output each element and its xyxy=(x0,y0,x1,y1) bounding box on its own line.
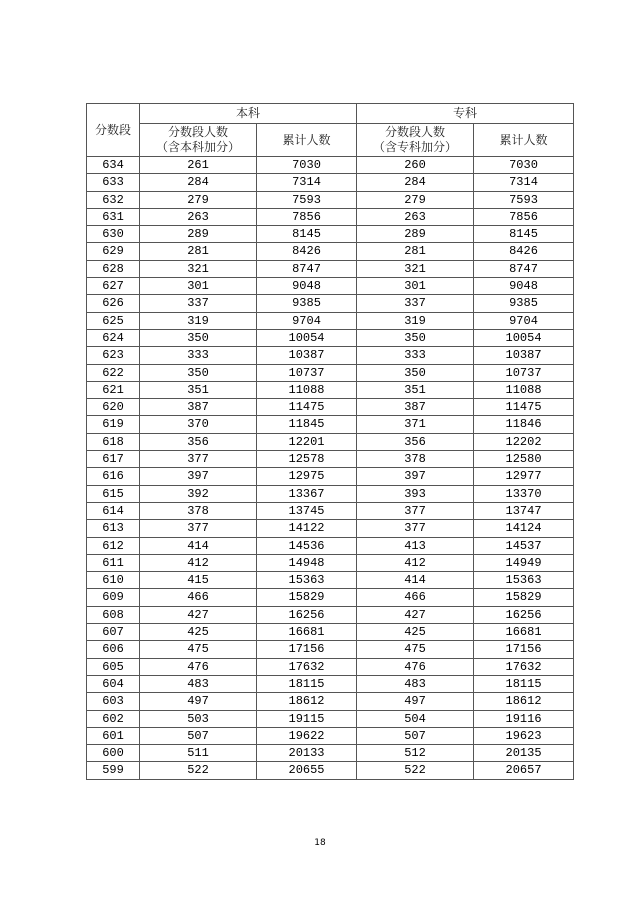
cell-zhuanke-count: 425 xyxy=(357,624,474,641)
cell-zhuanke-cumulative: 12580 xyxy=(474,451,574,468)
cell-zhuanke-count: 427 xyxy=(357,606,474,623)
cell-zhuanke-count: 414 xyxy=(357,572,474,589)
table-row xyxy=(87,485,574,502)
cell-zhuanke-count: 413 xyxy=(357,537,474,554)
cell-score: 610 xyxy=(87,572,140,589)
cell-zhuanke-count: 397 xyxy=(357,468,474,485)
cell-benke-count: 337 xyxy=(140,295,257,312)
cell-zhuanke-cumulative: 13747 xyxy=(474,502,574,519)
cell-score: 624 xyxy=(87,329,140,346)
cell-benke-count: 522 xyxy=(140,762,257,779)
cell-benke-count: 350 xyxy=(140,329,257,346)
header-zhuanke-cumulative: 累计人数 xyxy=(474,124,574,157)
cell-benke-cumulative: 15829 xyxy=(257,589,357,606)
cell-zhuanke-count: 497 xyxy=(357,693,474,710)
cell-score: 599 xyxy=(87,762,140,779)
cell-zhuanke-count: 260 xyxy=(357,157,474,174)
cell-score: 605 xyxy=(87,658,140,675)
cell-score: 603 xyxy=(87,693,140,710)
cell-zhuanke-cumulative: 8145 xyxy=(474,226,574,243)
cell-zhuanke-cumulative: 16681 xyxy=(474,624,574,641)
cell-zhuanke-cumulative: 7856 xyxy=(474,208,574,225)
cell-benke-cumulative: 10054 xyxy=(257,329,357,346)
cell-benke-count: 377 xyxy=(140,451,257,468)
header-row-sub xyxy=(87,124,574,157)
cell-zhuanke-count: 507 xyxy=(357,727,474,744)
cell-score: 628 xyxy=(87,260,140,277)
cell-benke-count: 279 xyxy=(140,191,257,208)
cell-zhuanke-cumulative: 14949 xyxy=(474,554,574,571)
cell-score: 619 xyxy=(87,416,140,433)
cell-zhuanke-count: 483 xyxy=(357,675,474,692)
cell-benke-count: 263 xyxy=(140,208,257,225)
table-row xyxy=(87,278,574,295)
cell-zhuanke-count: 475 xyxy=(357,641,474,658)
cell-benke-cumulative: 10387 xyxy=(257,347,357,364)
cell-benke-count: 511 xyxy=(140,745,257,762)
table-row xyxy=(87,641,574,658)
table-row xyxy=(87,226,574,243)
table-row xyxy=(87,658,574,675)
cell-zhuanke-count: 393 xyxy=(357,485,474,502)
cell-zhuanke-count: 466 xyxy=(357,589,474,606)
cell-benke-count: 333 xyxy=(140,347,257,364)
table-row xyxy=(87,191,574,208)
cell-benke-count: 284 xyxy=(140,174,257,191)
cell-zhuanke-cumulative: 11088 xyxy=(474,381,574,398)
cell-zhuanke-cumulative: 8747 xyxy=(474,260,574,277)
cell-score: 614 xyxy=(87,502,140,519)
cell-zhuanke-count: 301 xyxy=(357,278,474,295)
cell-benke-cumulative: 8426 xyxy=(257,243,357,260)
table-row xyxy=(87,675,574,692)
cell-benke-count: 356 xyxy=(140,433,257,450)
cell-benke-count: 377 xyxy=(140,520,257,537)
table-row xyxy=(87,606,574,623)
cell-zhuanke-count: 321 xyxy=(357,260,474,277)
cell-benke-count: 507 xyxy=(140,727,257,744)
table-row xyxy=(87,157,574,174)
cell-zhuanke-cumulative: 9048 xyxy=(474,278,574,295)
table-row xyxy=(87,451,574,468)
cell-score: 620 xyxy=(87,399,140,416)
cell-score: 608 xyxy=(87,606,140,623)
cell-zhuanke-cumulative: 7593 xyxy=(474,191,574,208)
cell-score: 604 xyxy=(87,675,140,692)
cell-score: 623 xyxy=(87,347,140,364)
table-row xyxy=(87,572,574,589)
table-row xyxy=(87,502,574,519)
table-row xyxy=(87,520,574,537)
cell-benke-count: 415 xyxy=(140,572,257,589)
cell-zhuanke-cumulative: 10054 xyxy=(474,329,574,346)
cell-benke-count: 319 xyxy=(140,312,257,329)
cell-benke-count: 392 xyxy=(140,485,257,502)
cell-benke-cumulative: 11088 xyxy=(257,381,357,398)
cell-benke-cumulative: 17632 xyxy=(257,658,357,675)
table-row xyxy=(87,589,574,606)
cell-zhuanke-cumulative: 8426 xyxy=(474,243,574,260)
cell-score: 606 xyxy=(87,641,140,658)
cell-benke-cumulative: 9385 xyxy=(257,295,357,312)
cell-benke-count: 476 xyxy=(140,658,257,675)
table-row xyxy=(87,329,574,346)
cell-score: 602 xyxy=(87,710,140,727)
cell-score: 626 xyxy=(87,295,140,312)
cell-benke-count: 397 xyxy=(140,468,257,485)
header-benke-count xyxy=(140,124,257,157)
cell-zhuanke-count: 377 xyxy=(357,520,474,537)
cell-zhuanke-count: 476 xyxy=(357,658,474,675)
cell-benke-cumulative: 11845 xyxy=(257,416,357,433)
cell-benke-cumulative: 17156 xyxy=(257,641,357,658)
table-row xyxy=(87,710,574,727)
cell-benke-cumulative: 12975 xyxy=(257,468,357,485)
cell-score: 617 xyxy=(87,451,140,468)
table-row xyxy=(87,762,574,779)
page-number: 18 xyxy=(314,838,326,848)
cell-benke-cumulative: 7593 xyxy=(257,191,357,208)
table-row xyxy=(87,433,574,450)
cell-zhuanke-count: 319 xyxy=(357,312,474,329)
cell-score: 634 xyxy=(87,157,140,174)
cell-benke-cumulative: 10737 xyxy=(257,364,357,381)
cell-zhuanke-cumulative: 18115 xyxy=(474,675,574,692)
header-row-top xyxy=(87,104,574,124)
table-row xyxy=(87,416,574,433)
cell-benke-cumulative: 18612 xyxy=(257,693,357,710)
cell-score: 622 xyxy=(87,364,140,381)
cell-zhuanke-count: 351 xyxy=(357,381,474,398)
cell-zhuanke-cumulative: 14124 xyxy=(474,520,574,537)
cell-zhuanke-count: 337 xyxy=(357,295,474,312)
cell-zhuanke-cumulative: 17632 xyxy=(474,658,574,675)
cell-zhuanke-cumulative: 19116 xyxy=(474,710,574,727)
header-zhuanke-count xyxy=(357,124,474,157)
cell-zhuanke-cumulative: 7030 xyxy=(474,157,574,174)
cell-zhuanke-count: 356 xyxy=(357,433,474,450)
cell-zhuanke-cumulative: 10737 xyxy=(474,364,574,381)
table-row xyxy=(87,260,574,277)
cell-benke-count: 370 xyxy=(140,416,257,433)
cell-zhuanke-count: 333 xyxy=(357,347,474,364)
cell-benke-cumulative: 12578 xyxy=(257,451,357,468)
cell-benke-cumulative: 13745 xyxy=(257,502,357,519)
cell-zhuanke-cumulative: 13370 xyxy=(474,485,574,502)
cell-benke-cumulative: 20655 xyxy=(257,762,357,779)
table-row xyxy=(87,554,574,571)
cell-score: 600 xyxy=(87,745,140,762)
cell-benke-cumulative: 14948 xyxy=(257,554,357,571)
table-row xyxy=(87,295,574,312)
cell-benke-count: 427 xyxy=(140,606,257,623)
table-row xyxy=(87,208,574,225)
cell-score: 611 xyxy=(87,554,140,571)
cell-score: 609 xyxy=(87,589,140,606)
cell-score: 625 xyxy=(87,312,140,329)
table-body xyxy=(87,157,574,780)
cell-benke-cumulative: 16681 xyxy=(257,624,357,641)
table-row xyxy=(87,364,574,381)
header-score-band: 分数段 xyxy=(87,104,140,157)
cell-zhuanke-count: 279 xyxy=(357,191,474,208)
table-row xyxy=(87,745,574,762)
cell-zhuanke-cumulative: 18612 xyxy=(474,693,574,710)
cell-benke-cumulative: 8145 xyxy=(257,226,357,243)
cell-benke-cumulative: 11475 xyxy=(257,399,357,416)
cell-benke-cumulative: 14536 xyxy=(257,537,357,554)
cell-zhuanke-cumulative: 14537 xyxy=(474,537,574,554)
cell-benke-cumulative: 18115 xyxy=(257,675,357,692)
cell-benke-count: 351 xyxy=(140,381,257,398)
table-row xyxy=(87,347,574,364)
cell-zhuanke-cumulative: 15829 xyxy=(474,589,574,606)
table-row xyxy=(87,174,574,191)
cell-zhuanke-cumulative: 9385 xyxy=(474,295,574,312)
cell-benke-cumulative: 13367 xyxy=(257,485,357,502)
cell-zhuanke-count: 378 xyxy=(357,451,474,468)
table-row xyxy=(87,693,574,710)
table-row xyxy=(87,727,574,744)
cell-score: 629 xyxy=(87,243,140,260)
cell-benke-count: 503 xyxy=(140,710,257,727)
cell-zhuanke-count: 350 xyxy=(357,364,474,381)
cell-zhuanke-count: 263 xyxy=(357,208,474,225)
cell-benke-count: 414 xyxy=(140,537,257,554)
cell-benke-cumulative: 7856 xyxy=(257,208,357,225)
cell-benke-count: 483 xyxy=(140,675,257,692)
cell-benke-count: 301 xyxy=(140,278,257,295)
header-zhuanke-count-line1: 分数段人数 xyxy=(385,125,446,139)
table-row xyxy=(87,312,574,329)
cell-score: 618 xyxy=(87,433,140,450)
cell-zhuanke-cumulative: 12202 xyxy=(474,433,574,450)
cell-benke-count: 261 xyxy=(140,157,257,174)
header-benke-cumulative: 累计人数 xyxy=(257,124,357,157)
cell-zhuanke-cumulative: 16256 xyxy=(474,606,574,623)
cell-zhuanke-count: 412 xyxy=(357,554,474,571)
cell-benke-cumulative: 12201 xyxy=(257,433,357,450)
cell-score: 607 xyxy=(87,624,140,641)
cell-benke-count: 425 xyxy=(140,624,257,641)
cell-zhuanke-count: 281 xyxy=(357,243,474,260)
header-zhuanke-count-line2: （含专科加分） xyxy=(373,140,458,154)
header-benke-count-line1: 分数段人数 xyxy=(167,125,228,139)
cell-benke-count: 466 xyxy=(140,589,257,606)
cell-zhuanke-cumulative: 7314 xyxy=(474,174,574,191)
cell-score: 630 xyxy=(87,226,140,243)
cell-zhuanke-cumulative: 15363 xyxy=(474,572,574,589)
cell-benke-count: 412 xyxy=(140,554,257,571)
table-row xyxy=(87,537,574,554)
cell-zhuanke-cumulative: 20657 xyxy=(474,762,574,779)
cell-zhuanke-cumulative: 12977 xyxy=(474,468,574,485)
cell-score: 601 xyxy=(87,727,140,744)
cell-benke-cumulative: 7314 xyxy=(257,174,357,191)
cell-score: 612 xyxy=(87,537,140,554)
cell-benke-cumulative: 20133 xyxy=(257,745,357,762)
cell-benke-count: 387 xyxy=(140,399,257,416)
cell-benke-count: 497 xyxy=(140,693,257,710)
cell-score: 633 xyxy=(87,174,140,191)
header-benke-count-line2: （含本科加分） xyxy=(155,140,240,154)
cell-zhuanke-count: 377 xyxy=(357,502,474,519)
table-row xyxy=(87,468,574,485)
cell-benke-cumulative: 19622 xyxy=(257,727,357,744)
cell-zhuanke-count: 371 xyxy=(357,416,474,433)
cell-benke-cumulative: 9704 xyxy=(257,312,357,329)
table-row xyxy=(87,399,574,416)
cell-score: 631 xyxy=(87,208,140,225)
cell-benke-count: 475 xyxy=(140,641,257,658)
table-row xyxy=(87,381,574,398)
cell-zhuanke-count: 504 xyxy=(357,710,474,727)
cell-benke-count: 378 xyxy=(140,502,257,519)
cell-benke-count: 321 xyxy=(140,260,257,277)
cell-score: 627 xyxy=(87,278,140,295)
cell-zhuanke-count: 387 xyxy=(357,399,474,416)
cell-score: 621 xyxy=(87,381,140,398)
cell-benke-cumulative: 19115 xyxy=(257,710,357,727)
cell-benke-cumulative: 16256 xyxy=(257,606,357,623)
cell-zhuanke-count: 289 xyxy=(357,226,474,243)
cell-score: 615 xyxy=(87,485,140,502)
cell-zhuanke-count: 284 xyxy=(357,174,474,191)
cell-benke-cumulative: 14122 xyxy=(257,520,357,537)
cell-benke-count: 289 xyxy=(140,226,257,243)
table-row xyxy=(87,243,574,260)
cell-zhuanke-cumulative: 17156 xyxy=(474,641,574,658)
cell-score: 613 xyxy=(87,520,140,537)
cell-zhuanke-count: 522 xyxy=(357,762,474,779)
cell-zhuanke-cumulative: 11475 xyxy=(474,399,574,416)
cell-benke-cumulative: 15363 xyxy=(257,572,357,589)
cell-score: 616 xyxy=(87,468,140,485)
score-distribution-table xyxy=(86,103,574,780)
cell-benke-count: 350 xyxy=(140,364,257,381)
cell-zhuanke-cumulative: 11846 xyxy=(474,416,574,433)
cell-zhuanke-cumulative: 10387 xyxy=(474,347,574,364)
header-group-zhuanke: 专科 xyxy=(357,104,574,124)
header-group-benke: 本科 xyxy=(140,104,357,124)
cell-benke-cumulative: 9048 xyxy=(257,278,357,295)
cell-benke-cumulative: 7030 xyxy=(257,157,357,174)
cell-zhuanke-cumulative: 19623 xyxy=(474,727,574,744)
cell-benke-cumulative: 8747 xyxy=(257,260,357,277)
cell-score: 632 xyxy=(87,191,140,208)
table-row xyxy=(87,624,574,641)
cell-zhuanke-count: 512 xyxy=(357,745,474,762)
cell-benke-count: 281 xyxy=(140,243,257,260)
cell-zhuanke-cumulative: 20135 xyxy=(474,745,574,762)
cell-zhuanke-cumulative: 9704 xyxy=(474,312,574,329)
cell-zhuanke-count: 350 xyxy=(357,329,474,346)
